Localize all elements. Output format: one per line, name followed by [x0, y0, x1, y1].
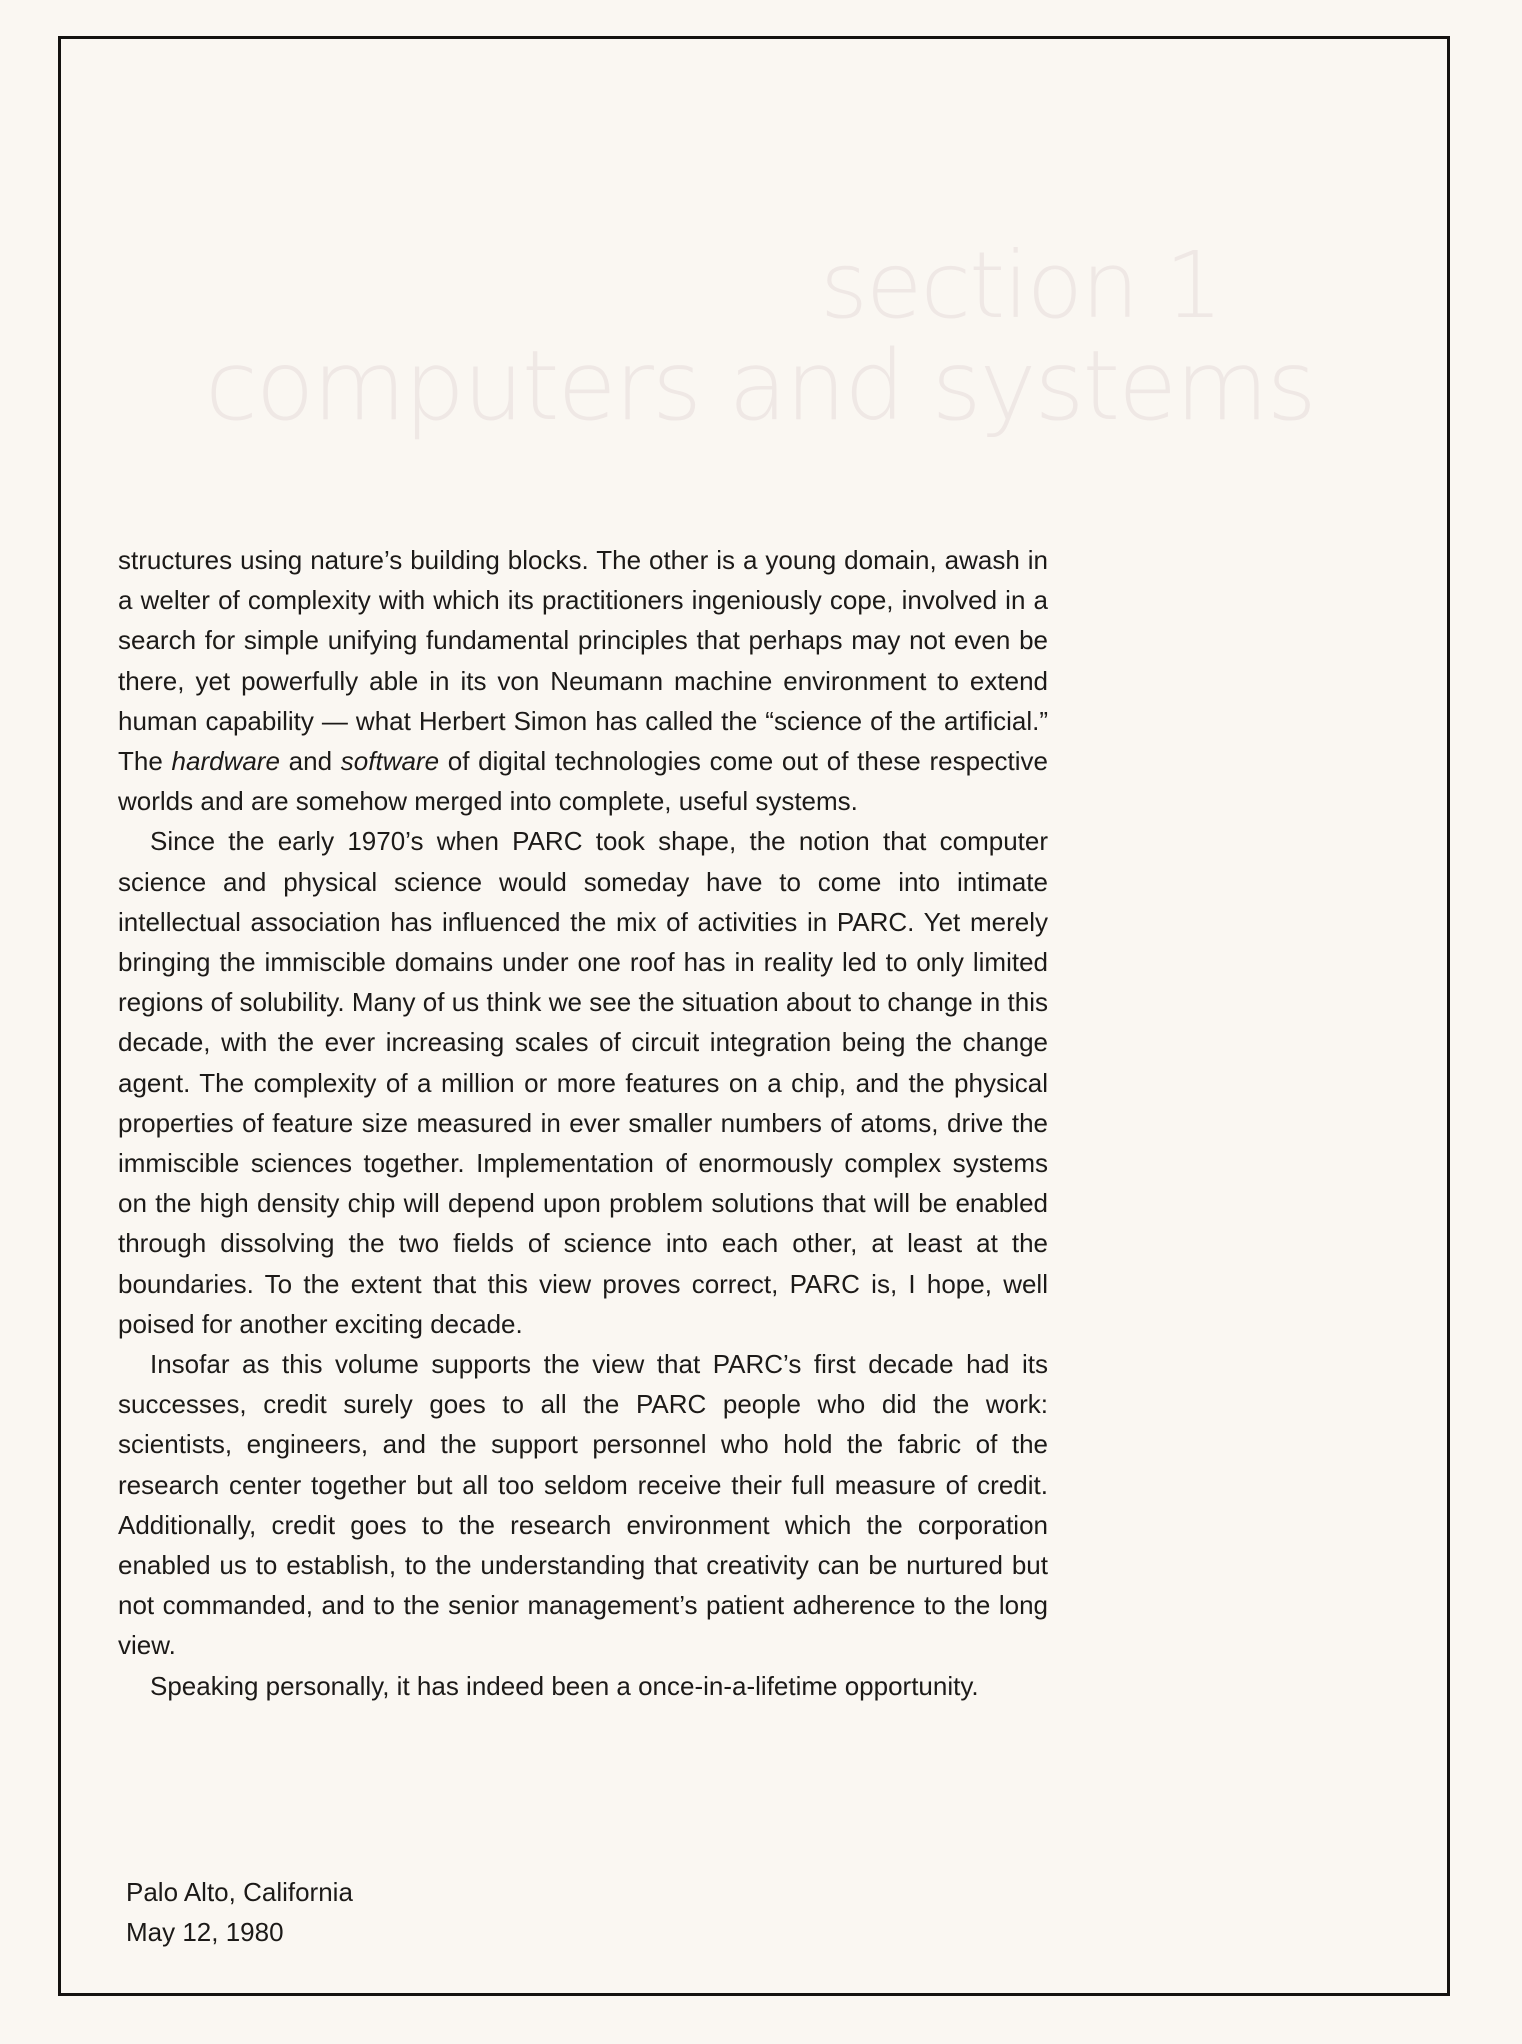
paragraph-1 [118, 540, 1048, 821]
section-title-heading: computers and systems [205, 330, 1315, 442]
body-text [118, 540, 1048, 1706]
paragraph-1-and: and [279, 746, 341, 777]
paragraph-3: Insofar as this volume supports the view that PARC’s first decade had its successes, credit surely goes to all the PARC people who did the work: scientists, engineers, and the support personnel who hold the fabric of the research center together but all too seldom receive their full measure of credit. Additionally, credit goes to the research environment which the corporation enabled us to establish, to the understanding that creativity can be nurtured but not commanded, and to the senior management’s patient adherence to the long view. [118, 1349, 1048, 1661]
paragraph-1-end: of digital technologies come out of these respective worlds and are somehow merged into complete, useful systems. [118, 746, 1048, 817]
paragraph-1-start: structures using nature’s building blocks. The other is a young domain, awash in a welter of complexity with which its practitioners ingeniously cope, involved in a search for simple unifying fundamental principles that perhaps may not even be there, yet powerfully able in its von Neumann machine environment to extend human capability — what Herbert Simon has called the “science of the artificial.” The [118, 545, 1048, 777]
signature-block [126, 1872, 353, 1952]
hardware-emphasis: hardware [171, 746, 280, 777]
software-emphasis: software [340, 746, 440, 777]
paragraph-4: Speaking personally, it has indeed been a once-in-a-lifetime opportunity. [150, 1670, 979, 1701]
section-number-heading: section 1 [820, 232, 1222, 339]
paragraph-2: Since the early 1970’s when PARC took shape, the notion that computer science and physical science would someday have to come into intimate intellectual association has influenced the mix of activities in PARC. Yet merely bringing the immiscible domains under one roof has in reality led to only limited regions of solubility. Many of us think we see the situation about to change in this decade, with the ever increasing scales of circuit integration being the change agent. The complexity of a million or more features on a chip, and the physical properties of feature size measured in ever smaller numbers of atoms, drive the immiscible sciences together. Implementation of enormously complex systems on the high density chip will depend upon problem solutions that will be enabled through dissolving the two fields of science into each other, at least at the boundaries. To the extent that this view proves correct, PARC is, I hope, well poised for another exciting decade. [118, 826, 1048, 1339]
signature-date: May 12, 1980 [126, 1917, 284, 1947]
signature-place: Palo Alto, California [126, 1877, 353, 1907]
